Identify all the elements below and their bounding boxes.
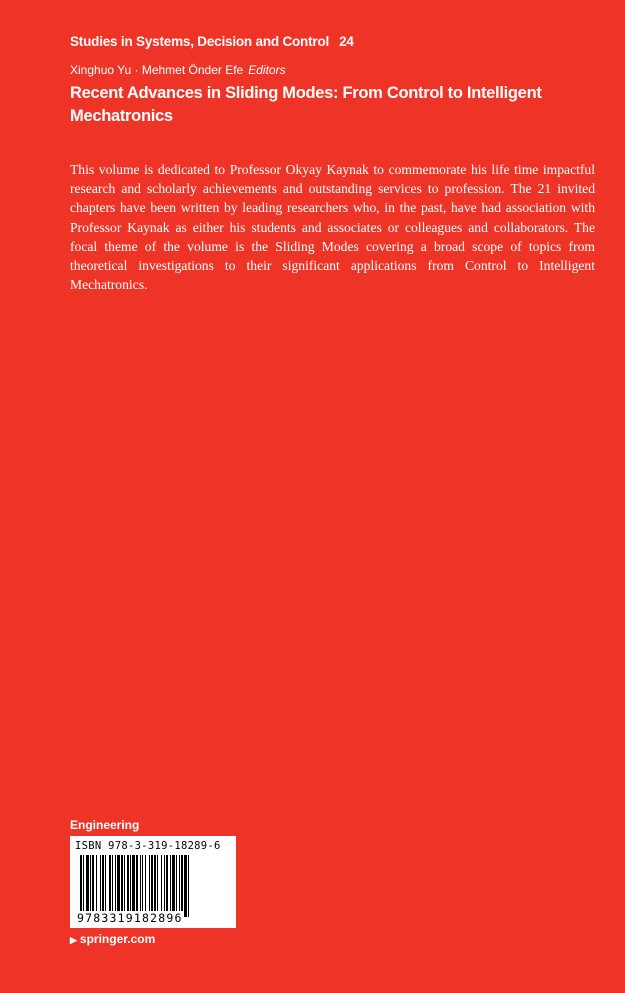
barcode-bar: [136, 855, 138, 917]
barcode-bar: [86, 855, 89, 917]
barcode-bar: [115, 855, 116, 917]
barcode-bar: [80, 855, 82, 917]
book-title: Recent Advances in Sliding Modes: From Control to Intelligent Mechatronics: [70, 84, 542, 125]
barcode-bar: [117, 855, 120, 917]
barcode-bar: [83, 855, 84, 917]
barcode-bar: [157, 855, 158, 917]
arrow-icon: ▶: [70, 935, 77, 945]
barcode-bar: [179, 855, 180, 917]
barcode-bar: [124, 855, 125, 917]
barcode-bar: [105, 855, 106, 917]
barcode-bar: [166, 855, 168, 917]
isbn-barcode: [70, 836, 236, 928]
barcode-bar: [181, 855, 183, 917]
publisher-website: [70, 932, 155, 946]
barcode-bar: [127, 855, 129, 917]
barcode-bar: [132, 855, 135, 917]
barcode-bar: [184, 855, 187, 917]
editors-line: [70, 63, 286, 77]
series-line: [70, 34, 354, 49]
barcode-bar: [100, 855, 101, 917]
barcode-bar: [161, 855, 162, 917]
barcode-bar: [121, 855, 123, 917]
series-volume: 24: [339, 34, 354, 49]
barcode-bar: [102, 855, 104, 917]
barcode-bar: [90, 855, 91, 917]
barcode-bar: [164, 855, 165, 917]
barcode-bar: [130, 855, 131, 917]
barcode-bar: [140, 855, 141, 917]
subject-category: Engineering: [70, 818, 140, 832]
barcode-bars: [80, 855, 226, 917]
editor-names: Xinghuo Yu · Mehmet Önder Efe: [70, 63, 244, 77]
barcode-bar: [151, 855, 153, 917]
book-description: This volume is dedicated to Professor Okyay Kaynak to commemorate his life time impactful research and scholarly achievements and outstanding services to profession. The 21 invited chapters have been written by leading researchers who, in the past, have had association with Professor Kaynak as either his students and associates or colleagues and collaborators. The focal theme of the volume is the Sliding Modes covering a broad scope of topics from theoretical investigations to their significant applications from Control to Intelligent Mechatronics.: [70, 162, 595, 293]
barcode-bar: [154, 855, 156, 917]
barcode-bar: [109, 855, 111, 917]
isbn-label: ISBN 978-3-319-18289-6: [75, 840, 221, 852]
editors-role: Editors: [248, 63, 286, 77]
barcode-bar: [142, 855, 143, 917]
barcode-bar: [170, 855, 171, 917]
barcode-bar: [112, 855, 113, 917]
barcode-digits: 9783319182896: [77, 911, 183, 925]
barcode-bar: [96, 855, 97, 917]
barcode-bar: [176, 855, 177, 917]
barcode-bar: [145, 855, 146, 917]
barcode-bar: [188, 855, 189, 917]
series-name: Studies in Systems, Decision and Control: [70, 34, 330, 49]
website-url: springer.com: [79, 932, 156, 946]
barcode-bar: [92, 855, 94, 917]
barcode-bar: [149, 855, 150, 917]
barcode-bar: [172, 855, 175, 917]
